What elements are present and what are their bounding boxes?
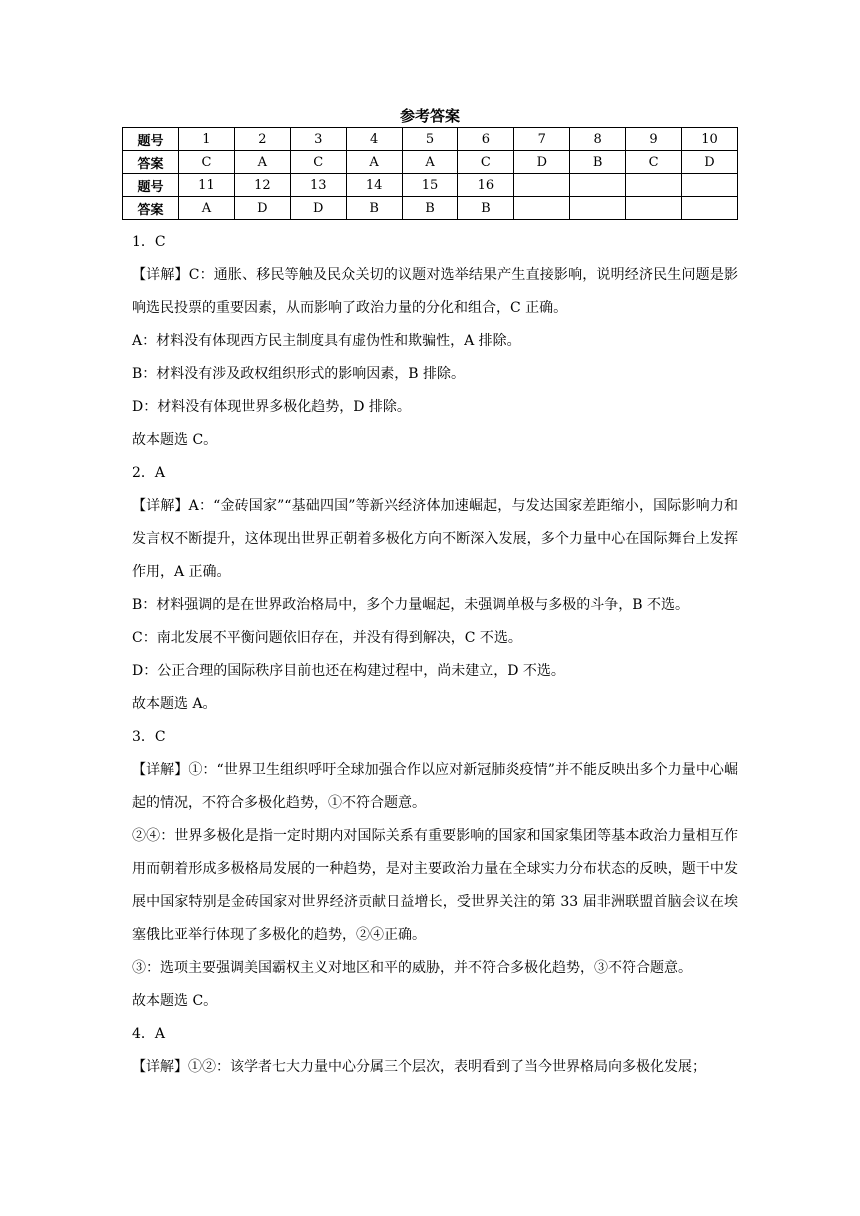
- table-cell: 3: [290, 128, 346, 151]
- row-label: 题号: [123, 128, 179, 151]
- table-cell: 6: [458, 128, 514, 151]
- explanation-paragraph: ②④：世界多极化是指一定时期内对国际关系有重要影响的国家和国家集团等基本政治力量相互作用而朝着形成多极格局发展的一种趋势，是对主要政治力量在全球实力分布状态的反映，题干中发展中国家特别是金砖国家对世界经济贡献日益增长，受世界关注的第 33 届非洲联盟首脑会议在埃塞俄比亚举行体现了多极化的趋势，②④正确。: [132, 828, 738, 943]
- table-cell: D: [290, 197, 346, 220]
- explanation-paragraph: ③：选项主要强调美国霸权主义对地区和平的威胁，并不符合多极化趋势，③不符合题意。: [132, 960, 692, 976]
- table-cell: [514, 174, 570, 197]
- explanation-paragraph: B：材料强调的是在世界政治格局中，多个力量崛起，未强调单极与多极的斗争，B 不选。: [132, 597, 690, 613]
- explanation-paragraph: D：材料没有体现世界多极化趋势，D 排除。: [132, 399, 411, 415]
- explanation-paragraph: 故本题选 C。: [132, 993, 218, 1009]
- explanation-paragraph: 【详解】①②：该学者七大力量中心分属三个层次，表明看到了当今世界格局向多极化发展；: [132, 1059, 706, 1075]
- explanation-paragraph: 故本题选 A。: [132, 696, 217, 712]
- table-cell: 7: [514, 128, 570, 151]
- table-cell: 13: [290, 174, 346, 197]
- row-label: 答案: [123, 151, 179, 174]
- explanation-paragraph: 【详解】A：“金砖国家”“基础四国”等新兴经济体加速崛起，与发达国家差距缩小，国际影响力和发言权不断提升，这体现出世界正朝着多极化方向不断深入发展，多个力量中心在国际舞台上发挥作用，A 正确。: [132, 498, 738, 580]
- table-cell: C: [179, 151, 235, 174]
- explanation-paragraph: 【详解】C：通胀、移民等触及民众关切的议题对选举结果产生直接影响，说明经济民生问题是影响选民投票的重要因素，从而影响了政治力量的分化和组合，C 正确。: [132, 267, 738, 316]
- explanation-paragraph: C：南北发展不平衡问题依旧存在，并没有得到解决，C 不选。: [132, 630, 522, 646]
- table-cell: D: [682, 151, 738, 174]
- table-cell: [514, 197, 570, 220]
- table-cell: [570, 197, 626, 220]
- table-cell: 5: [402, 128, 458, 151]
- table-cell: 14: [346, 174, 402, 197]
- table-cell: A: [234, 151, 290, 174]
- explanation-paragraph: 故本题选 C。: [132, 432, 218, 448]
- question-number: 2．A: [132, 465, 166, 481]
- table-cell: C: [458, 151, 514, 174]
- table-cell: 11: [179, 174, 235, 197]
- table-cell: 1: [179, 128, 235, 151]
- answer-table: [122, 127, 738, 220]
- question-number: 4．A: [132, 1026, 166, 1042]
- question-number: 3．C: [132, 729, 166, 745]
- table-row: [123, 151, 738, 174]
- table-cell: B: [402, 197, 458, 220]
- table-cell: [682, 197, 738, 220]
- table-cell: [626, 174, 682, 197]
- explanation-paragraph: A：材料没有体现西方民主制度具有虚伪性和欺骗性，A 排除。: [132, 333, 521, 349]
- table-row: [123, 128, 738, 151]
- table-cell: 15: [402, 174, 458, 197]
- table-cell: [682, 174, 738, 197]
- table-cell: 4: [346, 128, 402, 151]
- row-label: 答案: [123, 197, 179, 220]
- table-cell: [626, 197, 682, 220]
- page-title: 参考答案: [399, 107, 460, 125]
- table-cell: 16: [458, 174, 514, 197]
- table-cell: B: [458, 197, 514, 220]
- explanation-paragraph: 【详解】①：“世界卫生组织呼吁全球加强合作以应对新冠肺炎疫情”并不能反映出多个力量中心崛起的情况，不符合多极化趋势，①不符合题意。: [132, 762, 738, 811]
- explanation-paragraph: D：公正合理的国际秩序目前也还在构建过程中，尚未建立，D 不选。: [132, 663, 565, 679]
- table-cell: 9: [626, 128, 682, 151]
- table-row: [123, 197, 738, 220]
- table-cell: D: [514, 151, 570, 174]
- table-cell: C: [626, 151, 682, 174]
- table-cell: C: [290, 151, 346, 174]
- table-cell: B: [570, 151, 626, 174]
- row-label: 题号: [123, 174, 179, 197]
- table-cell: 8: [570, 128, 626, 151]
- table-row: [123, 174, 738, 197]
- explanations: [132, 226, 738, 1084]
- question-number: 1．C: [132, 234, 166, 250]
- table-cell: B: [346, 197, 402, 220]
- table-cell: 10: [682, 128, 738, 151]
- table-cell: A: [346, 151, 402, 174]
- table-cell: A: [402, 151, 458, 174]
- table-cell: A: [179, 197, 235, 220]
- table-cell: 2: [234, 128, 290, 151]
- table-cell: 12: [234, 174, 290, 197]
- table-cell: [570, 174, 626, 197]
- table-cell: D: [234, 197, 290, 220]
- explanation-paragraph: B：材料没有涉及政权组织形式的影响因素，B 排除。: [132, 366, 466, 382]
